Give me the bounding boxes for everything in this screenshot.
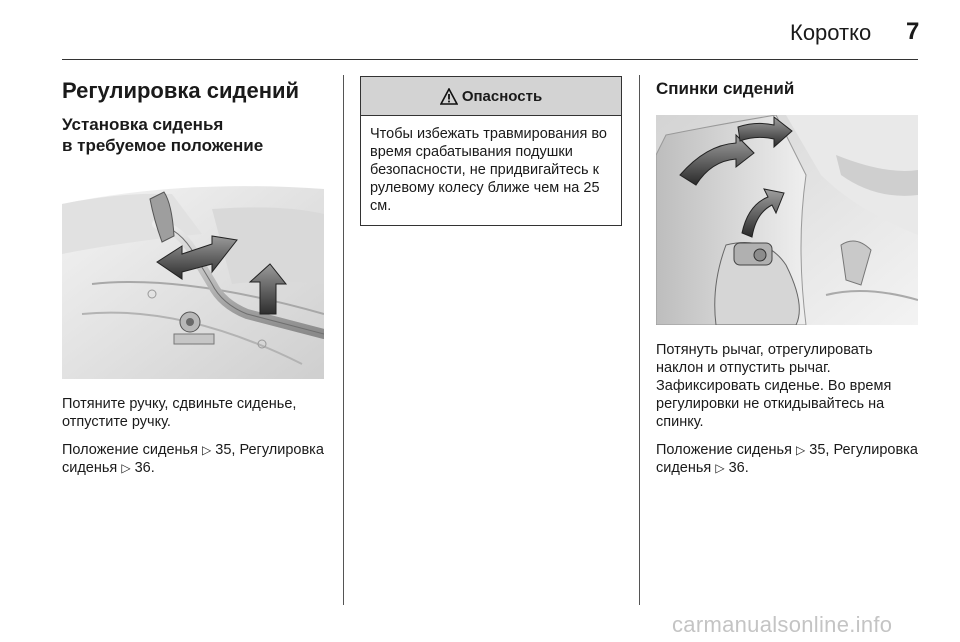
middle-column xyxy=(360,76,622,226)
reference-mid-text: , Регулировка сиденья xyxy=(656,442,918,476)
column-divider-2 xyxy=(639,75,640,605)
backrest-reference-text: Положение сиденья ▷ 35, Регулировка сиденья ▷ 36. xyxy=(656,442,918,476)
reference-arrow-icon: ▷ xyxy=(715,461,725,475)
section-title: Регулировка сидений xyxy=(62,78,300,103)
reference-page-36[interactable]: 36 xyxy=(134,460,151,476)
seat-adjust-illustration xyxy=(62,164,324,379)
warning-triangle-icon xyxy=(440,88,458,105)
left-column xyxy=(62,78,327,487)
seat-instruction-text: Потяните ручку, сдвиньте сиденье, отпустите ручку. xyxy=(62,396,297,430)
reference-label: Положение сиденья xyxy=(62,442,202,458)
backrest-instruction-text: Потянуть рычаг, отрегулировать наклон и отпустить рычаг. Зафиксировать сиденье. Во время регулировки не откидывайтесь на спинку. xyxy=(656,342,892,430)
subsection-title-backrest: Спинки сидений xyxy=(656,79,795,98)
reference-label: Положение сиденья xyxy=(656,442,796,458)
header-rule xyxy=(62,59,918,60)
reference-arrow-icon: ▷ xyxy=(121,461,131,475)
subsection-title-seat-position xyxy=(62,114,327,156)
reference-arrow-icon: ▷ xyxy=(795,443,806,457)
watermark-text: carmanualsonline.info xyxy=(672,612,893,637)
reference-page-35[interactable]: 35 xyxy=(809,442,826,458)
right-column xyxy=(656,78,918,487)
reference-page-36[interactable]: 36 xyxy=(728,460,745,476)
warning-text: Чтобы избежать травмирования во время срабатывания подушки безопасности, не придвигайтесь к рулевому колесу ближе чем на 25 см. xyxy=(370,126,607,214)
subsection-title-line1: Установка сиденья xyxy=(62,115,224,134)
warning-box xyxy=(360,76,622,226)
seat-reference-text: Положение сиденья ▷ 35, Регулировка сиденья ▷ 36. xyxy=(62,442,324,476)
warning-header xyxy=(361,77,621,116)
reference-mid-text: , Регулировка сиденья xyxy=(62,442,324,476)
page-header-title: Коротко xyxy=(790,20,872,45)
page-number: 7 xyxy=(906,18,920,45)
reference-page-35[interactable]: 35 xyxy=(215,442,232,458)
column-divider-1 xyxy=(343,75,344,605)
backrest-adjust-illustration xyxy=(656,115,918,325)
warning-heading: Опасность xyxy=(461,87,543,105)
reference-arrow-icon: ▷ xyxy=(201,443,212,457)
subsection-title-line2: в требуемое положение xyxy=(62,136,264,155)
